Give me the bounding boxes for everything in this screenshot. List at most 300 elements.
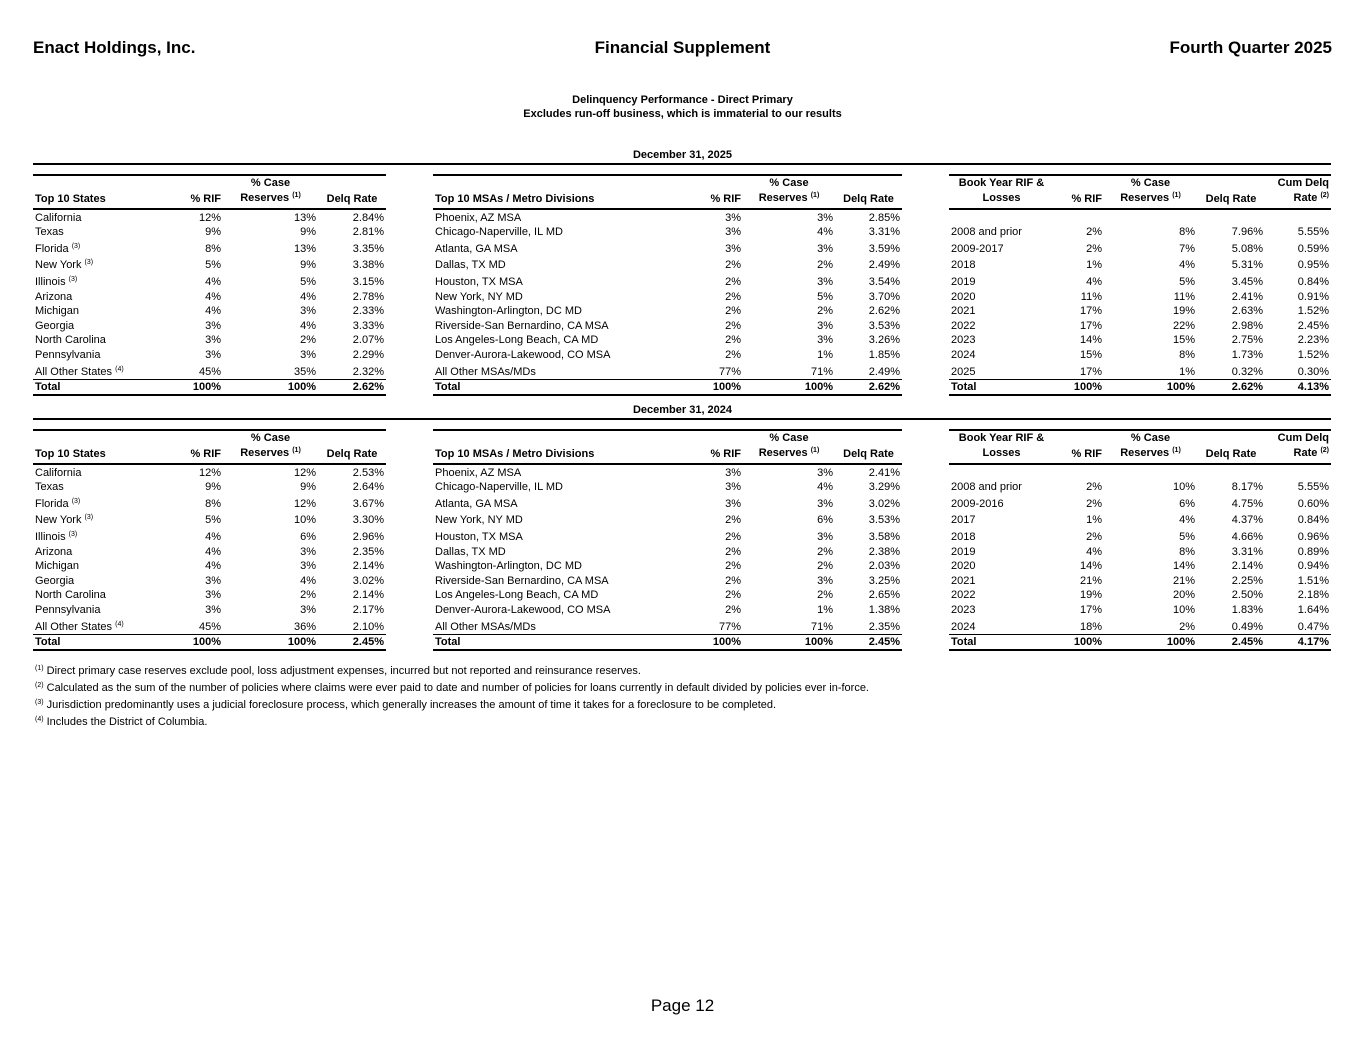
msa-name: Houston, TX MSA [435,530,523,543]
case-reserves-value: 6% [300,530,316,543]
rif-value: 2% [725,545,741,558]
section-date-label: December 31, 2025 [632,149,733,161]
table-row [949,494,1331,511]
table-row [949,602,1331,617]
case-reserves-value: 71% [810,365,833,378]
msa-name: Riverside-San Bernardino, CA MSA [435,574,609,587]
col-header-rif: % RIF [678,430,743,464]
delq-rate-value: 3.53% [868,514,900,527]
delq-rate-value: 3.31% [1231,545,1263,558]
case-reserves-value: 4% [300,290,316,303]
cum-delq-rate-value: 0.59% [1297,242,1329,255]
table-row [949,480,1331,495]
footnotes [35,663,869,731]
delq-rate-value: 2.81% [352,226,384,239]
delq-rate-value: 0.32% [1231,365,1263,378]
header-line: % Case [769,432,809,444]
case-reserves-value: 1% [817,603,833,616]
rif-value: 45% [198,365,221,378]
rif-value: 2% [1086,226,1102,239]
delq-rate-value: 3.25% [868,574,900,587]
rif-value: 2% [725,560,741,573]
table-row [949,239,1331,256]
col-header-case-reserves [743,175,835,209]
case-reserves-value: 2% [817,259,833,272]
table-row [33,559,386,574]
state-name-cell [33,209,163,225]
delq-rate-value: 2.29% [352,348,384,361]
book-year: 2023 [951,603,976,616]
cum-delq-rate-value: 1.64% [1297,603,1329,616]
total-label: Total [33,379,163,395]
col-header-cum-delq-rate [1265,175,1331,209]
case-reserves-value: 4% [817,226,833,239]
company-name: Enact Holdings, Inc. [33,38,196,57]
delq-rate-value: 3.31% [868,226,900,239]
page-number: Page 12 [650,996,715,1015]
rif-value: 3% [205,589,221,602]
table-row [433,544,902,559]
rif-value: 77% [718,620,741,633]
col-header-delq-rate: Delq Rate [1197,175,1265,209]
footnote-marker: (3) [68,275,78,283]
table-row [949,362,1331,379]
section-rule [33,163,1331,165]
delq-rate-value: 3.26% [868,334,900,347]
case-reserves-value: 21% [1172,574,1195,587]
case-reserves-value: 3% [817,466,833,479]
col-header-book-year [949,430,1054,464]
state-name: All Other States [35,365,113,378]
rif-value: 2% [1086,481,1102,494]
table-row [433,239,902,256]
book-year: 2019 [951,275,976,288]
table-row [949,588,1331,603]
cum-delq-rate-value: 0.30% [1297,365,1329,378]
header-text: Reserves [1120,192,1170,204]
delq-rate-value: 0.49% [1231,620,1263,633]
delq-rate-value: 2.50% [1231,589,1263,602]
state-name: Illinois [35,275,66,288]
table-row [433,289,902,304]
msa-name: New York, NY MD [435,514,523,527]
rif-value: 4% [1086,275,1102,288]
footnote-text: Direct primary case reserves exclude pool, loss adjustment expenses, incurred but not reported and reinsurance reserves. [46,665,641,677]
total-label: Total [433,634,678,650]
footnote-marker: (3) [84,514,94,522]
total-row [33,634,386,650]
state-name-cell [33,494,163,511]
state-name-cell [33,588,163,603]
header-line [1267,191,1329,206]
cum-delq-rate-value: 2.18% [1297,589,1329,602]
msa-name: Dallas, TX MD [435,259,506,272]
book-year: 2021 [951,305,976,318]
cum-delq-rate-value: 2.45% [1297,319,1329,332]
delq-rate-value: 2.63% [1231,305,1263,318]
col-header-states: Top 10 States [33,175,163,209]
case-reserves-value: 6% [817,514,833,527]
delq-rate-value: 2.49% [868,259,900,272]
footnote-marker: (3) [84,259,94,267]
state-name-cell [33,347,163,362]
col-header-case-reserves [1104,175,1197,209]
state-name-cell [33,617,163,634]
rif-value [1054,209,1104,225]
delq-rate-value: 3.59% [868,242,900,255]
rif-value: 5% [205,259,221,272]
book-year [949,209,1054,225]
case-reserves-value: 6% [1179,497,1195,510]
footnote [35,714,869,731]
footnote-marker: (1) [292,447,301,454]
rif-value: 3% [205,574,221,587]
msa-name: Houston, TX MSA [435,275,523,288]
cum-delq-rate-value: 0.94% [1297,560,1329,573]
header-row [949,430,1331,464]
table-row [33,464,386,480]
states-table [33,429,386,651]
rif-value: 3% [725,242,741,255]
rif-value: 17% [1079,365,1102,378]
table-row [433,347,902,362]
header-row [33,175,386,209]
table-row [33,544,386,559]
delq-rate-value: 2.14% [352,589,384,602]
state-name-cell [33,559,163,574]
delq-rate-value: 4.66% [1231,530,1263,543]
book-year: 2017 [951,514,976,527]
delq-rate-value: 1.73% [1231,348,1263,361]
book-year: 2020 [951,560,976,573]
delq-rate-value: 8.17% [1231,481,1263,494]
header-row [433,175,902,209]
delq-rate-value: 3.02% [352,574,384,587]
report-period: Fourth Quarter 2025 [1169,38,1332,57]
footnote-marker: (4) [35,716,44,723]
rif-value: 17% [1079,319,1102,332]
msa-name: Dallas, TX MD [435,545,506,558]
rif-value: 3% [205,603,221,616]
footnote-marker: (1) [35,665,44,672]
book-year: 2019 [951,545,976,558]
case-reserves-value: 5% [817,290,833,303]
book-year: 2023 [951,334,976,347]
case-reserves-value: 14% [1172,560,1195,573]
state-name: Florida [35,497,69,510]
cum-delq-rate-total: 4.13% [1265,379,1331,395]
state-name-cell [33,333,163,348]
table-row [949,304,1331,319]
delq-rate-value: 1.85% [868,348,900,361]
table-row [949,347,1331,362]
case-reserves-value: 10% [1172,481,1195,494]
delq-rate-value: 2.41% [1231,290,1263,303]
state-name: Georgia [35,319,75,332]
footnote-marker: (1) [810,447,820,454]
table-row [433,588,902,603]
case-reserves-value [1104,464,1197,480]
header-text: Rate [1293,447,1318,459]
total-row [433,379,902,395]
rif-value: 2% [1086,497,1102,510]
msa-name: Riverside-San Bernardino, CA MSA [435,319,609,332]
book-year: 2022 [951,589,976,602]
rif-value: 14% [1079,560,1102,573]
state-name: Arizona [35,290,73,303]
case-reserves-value: 2% [300,334,316,347]
msa-name: New York, NY MD [435,290,523,303]
rif-value: 2% [725,275,741,288]
total-row [433,634,902,650]
delq-rate-value: 2.75% [1231,334,1263,347]
state-name: North Carolina [35,334,106,347]
msa-name: Atlanta, GA MSA [435,242,518,255]
delq-rate-value: 3.02% [868,497,900,510]
case-reserves-value: 2% [817,560,833,573]
rif-total: 100% [678,634,743,650]
rif-value: 3% [725,226,741,239]
delq-rate-value: 4.37% [1231,514,1263,527]
total-row [949,634,1331,650]
table-row [433,464,902,480]
case-reserves-value: 3% [300,603,316,616]
case-reserves-value: 2% [1179,620,1195,633]
table-row [433,272,902,289]
rif-value: 2% [725,319,741,332]
delq-rate-total: 2.62% [835,379,902,395]
case-reserves-total: 100% [223,634,318,650]
case-reserves-value: 4% [817,481,833,494]
delq-rate-value: 2.49% [868,365,900,378]
case-reserves-value: 5% [1179,275,1195,288]
table-row [33,256,386,273]
footnote-marker: (2) [1320,192,1329,199]
state-name: All Other States [35,620,113,633]
rif-value: 3% [725,497,741,510]
footnote [35,697,869,714]
table-row [949,511,1331,528]
cum-delq-rate-value: 0.91% [1297,290,1329,303]
header-line: % Case [1130,177,1171,189]
cum-delq-rate-value: 0.84% [1297,275,1329,288]
state-name-cell [33,272,163,289]
table-row [33,289,386,304]
case-reserves-value: 12% [293,497,316,510]
total-row [33,379,386,395]
delq-rate-value: 2.25% [1231,574,1263,587]
rif-total: 100% [163,379,223,395]
case-reserves-value: 4% [1179,514,1195,527]
delq-rate-value: 2.33% [352,305,384,318]
rif-value: 4% [205,530,221,543]
case-reserves-value: 12% [293,466,316,479]
rif-value: 3% [725,211,741,224]
case-reserves-value: 7% [1179,242,1195,255]
state-name: North Carolina [35,589,106,602]
delq-rate-value: 3.38% [352,259,384,272]
delq-rate-value: 3.35% [352,242,384,255]
table-row [433,209,902,225]
case-reserves-value: 3% [817,242,833,255]
rif-value: 9% [205,481,221,494]
delq-rate-value: 2.35% [352,545,384,558]
book-year: 2018 [951,530,976,543]
rif-value: 17% [1079,305,1102,318]
total-label: Total [949,634,1054,650]
case-reserves-total: 100% [743,379,835,395]
cum-delq-rate-value: 0.95% [1297,259,1329,272]
col-header-book-year [949,175,1054,209]
delq-rate-value: 2.07% [352,334,384,347]
table-row [33,304,386,319]
rif-value: 15% [1079,348,1102,361]
states-table [33,174,386,396]
cum-delq-rate-value: 0.89% [1297,545,1329,558]
col-header-rif: % RIF [163,430,223,464]
col-header-msas: Top 10 MSAs / Metro Divisions [433,175,678,209]
table-row [433,494,902,511]
table-row [33,588,386,603]
rif-value: 2% [725,305,741,318]
delq-rate-value: 2.85% [868,211,900,224]
section-date-label: December 31, 2024 [632,404,733,416]
delq-rate-total: 2.45% [835,634,902,650]
delq-rate-total: 2.62% [318,379,386,395]
msas-table [433,429,902,651]
state-name-cell [33,544,163,559]
header-text: Reserves [240,447,290,459]
delq-rate-value: 2.38% [868,545,900,558]
case-reserves-total: 100% [223,379,318,395]
col-header-msas: Top 10 MSAs / Metro Divisions [433,430,678,464]
rif-value: 2% [725,574,741,587]
delq-rate-value: 2.03% [868,560,900,573]
rif-value: 2% [725,290,741,303]
state-name: Georgia [35,574,75,587]
header-line: Losses [982,447,1021,459]
rif-value: 3% [725,466,741,479]
state-name: Arizona [35,545,73,558]
footnote-marker: (1) [810,192,820,199]
header-line: Book Year RIF & [958,177,1045,189]
header-row [433,430,902,464]
state-name: California [35,466,82,479]
state-name-cell [33,464,163,480]
footnote-marker: (1) [292,192,301,199]
msa-name: Atlanta, GA MSA [435,497,518,510]
col-header-case-reserves [223,430,318,464]
cum-delq-rate-value: 5.55% [1297,481,1329,494]
rif-value [1054,464,1104,480]
footnote-marker: (1) [1172,447,1181,454]
delq-rate-value: 3.54% [868,275,900,288]
footnote-text: Jurisdiction predominantly uses a judicial foreclosure process, which generally increases the amount of time it takes for a foreclosure to be completed. [46,699,777,711]
delq-rate-value: 3.58% [868,530,900,543]
table-row [33,480,386,495]
delq-rate-value: 3.30% [352,514,384,527]
delq-rate-value: 3.53% [868,319,900,332]
header-line: Losses [982,192,1021,204]
book-year: 2008 and prior [951,481,1022,494]
table-row [33,573,386,588]
case-reserves-value: 19% [1172,305,1195,318]
table-row [433,573,902,588]
rif-value: 3% [205,319,221,332]
msa-name: Denver-Aurora-Lakewood, CO MSA [435,603,611,616]
table-row [33,318,386,333]
table-row [949,318,1331,333]
table-row [433,362,902,379]
footnote-marker: (1) [1172,192,1181,199]
header-text: Reserves [758,447,808,459]
col-header-delq-rate: Delq Rate [318,175,386,209]
col-header-delq-rate: Delq Rate [835,430,902,464]
delq-rate-value: 2.10% [352,620,384,633]
case-reserves-value [1104,209,1197,225]
case-reserves-value: 9% [300,226,316,239]
cum-delq-rate-value: 0.96% [1297,530,1329,543]
cum-delq-rate-value [1265,464,1331,480]
footnote [35,663,869,680]
case-reserves-value: 1% [1179,365,1195,378]
msa-name: Phoenix, AZ MSA [435,466,522,479]
table-row [949,464,1331,480]
case-reserves-value: 3% [300,305,316,318]
rif-value: 11% [1080,290,1102,303]
header-line: Cum Delq [1277,432,1329,444]
case-reserves-value: 4% [1179,259,1195,272]
book-year: 2024 [951,348,976,361]
state-name: Illinois [35,530,66,543]
case-reserves-value: 4% [300,319,316,332]
col-header-delq-rate: Delq Rate [1197,430,1265,464]
header-line [225,446,316,461]
rif-value: 4% [205,275,221,288]
case-reserves-value: 2% [817,545,833,558]
table-row [949,333,1331,348]
rif-total: 100% [678,379,743,395]
case-reserves-value: 3% [817,530,833,543]
header-line: % Case [250,177,291,189]
delq-rate-value: 2.64% [352,481,384,494]
book-year: 2024 [951,620,976,633]
rif-value: 77% [718,365,741,378]
section-rule [33,418,1331,420]
rif-value: 21% [1079,574,1102,587]
table-row [433,511,902,528]
header-line [1106,446,1195,461]
rif-value: 45% [198,620,221,633]
header-line [225,191,316,206]
table-row [433,318,902,333]
case-reserves-value: 3% [817,574,833,587]
state-name: Pennsylvania [35,603,101,616]
case-reserves-value: 4% [300,574,316,587]
case-reserves-value: 3% [817,211,833,224]
rif-value: 1% [1086,514,1102,527]
book-year: 2009-2016 [951,497,1004,510]
delq-rate-value: 3.67% [352,497,384,510]
table-row [33,239,386,256]
delq-rate-value: 2.14% [352,560,384,573]
col-header-cum-delq-rate [1265,430,1331,464]
table-row [949,544,1331,559]
header-line: % Case [769,177,809,189]
case-reserves-value: 5% [300,275,316,288]
delq-rate-value: 3.45% [1231,275,1263,288]
table-row [949,256,1331,273]
